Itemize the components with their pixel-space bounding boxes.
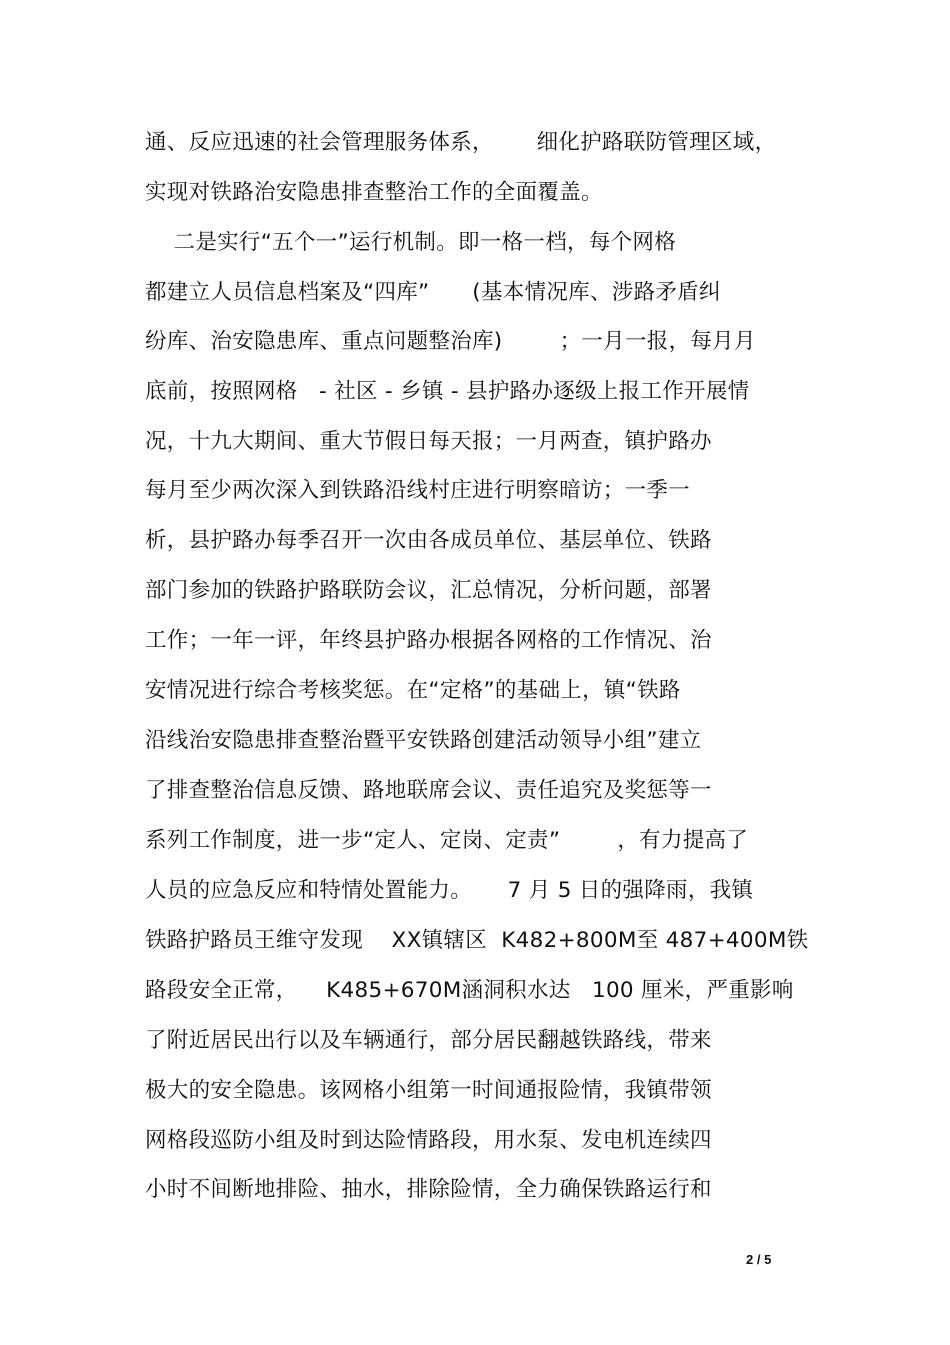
text-line: 每月至少两次深入到铁路沿线村庄进行明察暗访；一季一 [145,478,691,503]
text-line: 铁路护路员王维守发现 XX镇辖区 K482+800M至 487+400M铁 [145,928,809,953]
text-line: 二是实行“五个一”运行机制。即一格一档，每个网格 [145,230,677,255]
text-line: 人员的应急反应和特情处置能力。 7 月 5 日的强降雨，我镇 [145,878,754,903]
text-line: 通、反应迅速的社会管理服务体系， 细化护路联防管理区域， [145,130,777,155]
page-number: 2 / 5 [746,1252,772,1267]
text-line: 部门参加的铁路护路联防会议，汇总情况，分析问题，部署 [145,578,712,603]
text-line: 小时不间断地排险、抽水，排除险情，全力确保铁路运行和 [145,1177,712,1202]
text-line: 工作；一年一评，年终县护路办根据各网格的工作情况、治 [145,628,712,653]
text-line: 实现对铁路治安隐患排查整治工作的全面覆盖。 [145,180,603,205]
text-line: 路段安全正常， K485+670M涵洞积水达 100 厘米，严重影响 [145,978,794,1003]
text-line: 网格段巡防小组及时到达险情路段，用水泵、发电机连续四 [145,1128,712,1153]
text-line: 系列工作制度，进一步“定人、定岗、定责” ，有力提高了 [145,828,749,853]
text-line: 安情况进行综合考核奖惩。在“定格”的基础上，镇“铁路 [145,678,681,703]
text-line: 极大的安全隐患。该网格小组第一时间通报险情，我镇带领 [145,1078,712,1103]
text-line: 析，县护路办每季召开一次由各成员单位、基层单位、铁路 [145,528,712,553]
text-line: 都建立人员信息档案及“四库” (基本情况库、涉路矛盾纠 [145,280,721,305]
text-line: 了排查整治信息反馈、路地联席会议、责任追究及奖惩等一 [145,778,712,803]
text-line: 了附近居民出行以及车辆通行，部分居民翻越铁路线，带来 [145,1028,712,1053]
text-line: 沿线治安隐患排查整治暨平安铁路创建活动领导小组”建立 [145,728,702,753]
text-line: 纷库、治安隐患库、重点问题整治库) ；一月一报，每月月 [145,329,756,354]
text-line: 况，十九大期间、重大节假日每天报；一月两查，镇护路办 [145,429,712,454]
text-line: 底前，按照网格 - 社区 - 乡镇 - 县护路办逐级上报工作开展情 [145,379,750,404]
